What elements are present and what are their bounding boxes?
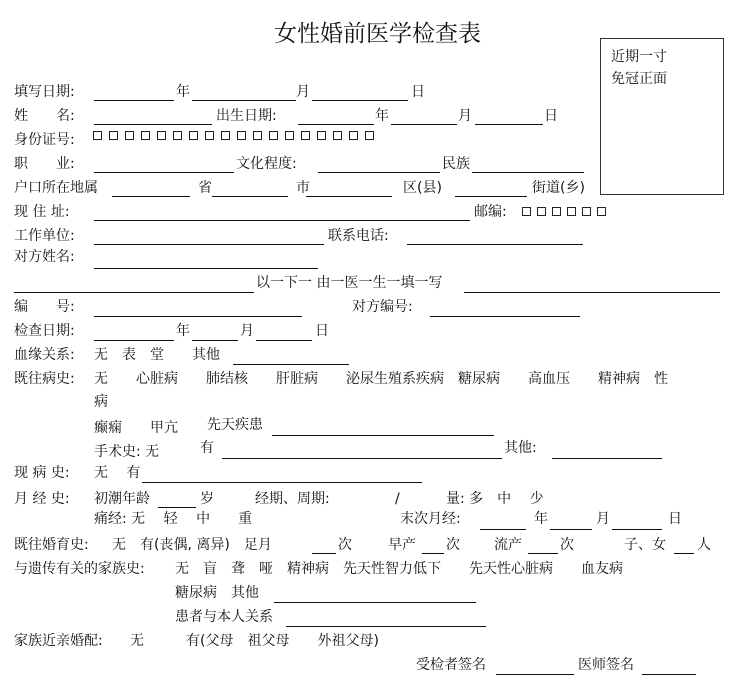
id-digit-box[interactable] — [269, 131, 278, 140]
id-digit-box[interactable] — [189, 131, 198, 140]
postcode-digit-box[interactable] — [522, 207, 531, 216]
id-digit-box[interactable] — [125, 131, 134, 140]
id-digit-box[interactable] — [253, 131, 262, 140]
last-period-month-field[interactable] — [550, 529, 592, 530]
fill-date-day-field[interactable] — [312, 100, 408, 101]
fill-date-year-field[interactable] — [94, 100, 174, 101]
last-period-year-unit: 年 — [534, 511, 548, 527]
past-history-options[interactable]: 无 心脏病 肺结核 肝脏病 泌尿生殖系疾病 糖尿病 高血压 精神病 性 — [94, 371, 668, 387]
premature-label: 早产 — [388, 537, 416, 553]
current-history-options[interactable]: 无 有 — [94, 465, 141, 481]
surgery-label[interactable]: 手术史: 无 — [94, 444, 160, 460]
postcode-label: 邮编: — [474, 204, 507, 220]
city-unit: 市 — [296, 180, 310, 196]
menarche-field[interactable] — [158, 507, 196, 508]
household-street-field[interactable] — [455, 196, 527, 197]
last-period-day-unit: 日 — [668, 511, 682, 527]
other-field[interactable] — [552, 458, 662, 459]
menarche-label: 初潮年龄 — [94, 491, 150, 507]
premature-unit: 次 — [446, 537, 460, 553]
id-digit-box[interactable] — [285, 131, 294, 140]
full-term-field[interactable] — [312, 553, 336, 554]
marriage-history-label: 既往婚育史: — [14, 537, 89, 553]
doctor-sign-field[interactable] — [642, 674, 696, 675]
family-line2[interactable]: 糖尿病 其他 — [175, 585, 259, 601]
doctor-section-heading: 以一下一 由一医一生一填一写 — [256, 275, 443, 291]
id-digit-box[interactable] — [109, 131, 118, 140]
divider-right — [464, 292, 720, 293]
postcode-digit-box[interactable] — [552, 207, 561, 216]
id-digit-box[interactable] — [221, 131, 230, 140]
last-period-day-field[interactable] — [612, 529, 662, 530]
current-history-label: 现 病 史: — [14, 465, 70, 481]
birth-month-unit: 月 — [458, 108, 472, 124]
fill-date-day-unit: 日 — [411, 84, 425, 100]
past-history-wrap[interactable]: 病 — [94, 394, 108, 410]
birth-year-field[interactable] — [298, 124, 374, 125]
education-field[interactable] — [318, 172, 440, 173]
relation-field[interactable] — [286, 626, 486, 627]
phone-field[interactable] — [407, 244, 583, 245]
household-city-field[interactable] — [212, 196, 288, 197]
name-field[interactable] — [94, 124, 212, 125]
id-digit-box[interactable] — [365, 131, 374, 140]
birth-year-unit: 年 — [375, 108, 389, 124]
household-district-field[interactable] — [306, 196, 392, 197]
exam-year-field[interactable] — [94, 340, 174, 341]
exam-date-label: 检查日期: — [14, 323, 75, 339]
current-history-field[interactable] — [142, 482, 422, 483]
ethnicity-field[interactable] — [472, 172, 584, 173]
abortion-label: 流产 — [494, 537, 522, 553]
id-number-label: 身份证号: — [14, 132, 75, 148]
id-digit-box[interactable] — [349, 131, 358, 140]
menstrual-label: 月 经 史: — [14, 491, 70, 507]
last-period-year-field[interactable] — [480, 529, 526, 530]
exam-day-unit: 日 — [315, 323, 329, 339]
surgery-yes-option[interactable]: 有 — [200, 440, 214, 456]
past-history-label: 既往病史: — [14, 371, 75, 387]
last-period-label: 末次月经: — [400, 511, 461, 527]
postcode-digit-box[interactable] — [537, 207, 546, 216]
exam-year-unit: 年 — [176, 323, 190, 339]
id-digit-box[interactable] — [141, 131, 150, 140]
postcode-digit-box[interactable] — [582, 207, 591, 216]
work-unit-label: 工作单位: — [14, 228, 75, 244]
age-unit: 岁 — [200, 491, 214, 507]
volume-options[interactable]: 量: 多 中 少 — [446, 491, 544, 507]
abortion-unit: 次 — [560, 537, 574, 553]
exam-month-unit: 月 — [240, 323, 254, 339]
postcode-digit-box[interactable] — [597, 207, 606, 216]
name-label: 姓 名: — [14, 108, 75, 124]
doctor-sign-label: 医师签名 — [578, 657, 634, 673]
partner-name-label: 对方姓名: — [14, 249, 75, 265]
id-digit-box[interactable] — [173, 131, 182, 140]
partner-name-field[interactable] — [94, 268, 318, 269]
other-label: 其他: — [504, 440, 537, 456]
full-term-unit: 次 — [338, 537, 352, 553]
surgery-field[interactable] — [222, 458, 502, 459]
blood-relation-options[interactable]: 无 表 堂 其他 — [94, 347, 220, 363]
id-digit-box[interactable] — [93, 131, 102, 140]
examinee-sign-label: 受检者签名 — [416, 657, 486, 673]
province-unit: 省 — [198, 180, 212, 196]
divider-left — [14, 292, 254, 293]
consanguinity-label: 家族近亲婚配: — [14, 633, 103, 649]
household-label: 户口所在地属 — [14, 180, 98, 196]
birth-month-field[interactable] — [391, 124, 457, 125]
children-field[interactable] — [674, 553, 694, 554]
birth-day-unit: 日 — [544, 108, 558, 124]
education-label: 文化程度: — [236, 156, 297, 172]
occupation-label: 职 业: — [14, 156, 75, 172]
photo-box-line1: 近期一寸 — [611, 49, 667, 65]
id-digit-box[interactable] — [237, 131, 246, 140]
past-history-line2[interactable]: 癫痫 甲亢 — [94, 420, 178, 436]
id-digit-box[interactable] — [205, 131, 214, 140]
id-digit-box[interactable] — [157, 131, 166, 140]
birth-day-field[interactable] — [475, 124, 543, 125]
period-cycle-label: 经期、周期: — [255, 491, 330, 507]
id-digit-box[interactable] — [301, 131, 310, 140]
number-field[interactable] — [94, 316, 302, 317]
household-province-field[interactable] — [112, 196, 190, 197]
form-title: 女性婚前医学检查表 — [274, 21, 481, 47]
children-label: 子、女 — [624, 537, 666, 553]
district-unit: 区(县) — [403, 180, 442, 196]
ethnicity-label: 民族 — [442, 156, 470, 172]
photo-box-line2: 免冠正面 — [611, 71, 667, 87]
fill-date-label: 填写日期: — [14, 84, 75, 100]
id-digit-box[interactable] — [317, 131, 326, 140]
children-unit: 人 — [697, 537, 711, 553]
birth-date-label: 出生日期: — [216, 108, 277, 124]
examinee-sign-field[interactable] — [496, 674, 574, 675]
period-cycle-slash: / — [395, 491, 400, 507]
blood-relation-other-field[interactable] — [233, 364, 349, 365]
family-other-field[interactable] — [274, 602, 476, 603]
consanguinity-options[interactable]: 无 有(父母 祖父母 外祖父母) — [130, 633, 379, 649]
work-unit-field[interactable] — [94, 244, 324, 245]
occupation-field[interactable] — [94, 172, 234, 173]
family-options[interactable]: 无 盲 聋 哑 精神病 先天性智力低下 先天性心脏病 血友病 — [175, 561, 623, 577]
exam-day-field[interactable] — [256, 340, 312, 341]
premature-field[interactable] — [422, 553, 444, 554]
congenital-field[interactable] — [272, 435, 494, 436]
exam-month-field[interactable] — [192, 340, 238, 341]
dysmenorrhea-options[interactable]: 痛经: 无 轻 中 重 — [94, 511, 253, 527]
street-unit: 街道(乡) — [532, 180, 585, 196]
fill-date-month-unit: 月 — [296, 84, 310, 100]
postcode-digit-box[interactable] — [567, 207, 576, 216]
address-field[interactable] — [94, 220, 470, 221]
marriage-options[interactable]: 无 有(丧偶, 离异) 足月 — [112, 537, 272, 553]
blood-relation-label: 血缘关系: — [14, 347, 75, 363]
relation-label: 患者与本人关系 — [175, 609, 273, 625]
fill-date-month-field[interactable] — [192, 100, 296, 101]
last-period-month-unit: 月 — [596, 511, 610, 527]
fill-date-year-unit: 年 — [176, 84, 190, 100]
family-history-label: 与遗传有关的家族史: — [14, 561, 145, 577]
number-label: 编 号: — [14, 299, 75, 315]
address-label: 现 住 址: — [14, 204, 70, 220]
phone-label: 联系电话: — [328, 228, 389, 244]
id-digit-box[interactable] — [333, 131, 342, 140]
partner-number-label: 对方编号: — [352, 299, 413, 315]
partner-number-field[interactable] — [430, 316, 580, 317]
abortion-field[interactable] — [528, 553, 558, 554]
congenital-label: 先天疾患 — [207, 417, 263, 433]
